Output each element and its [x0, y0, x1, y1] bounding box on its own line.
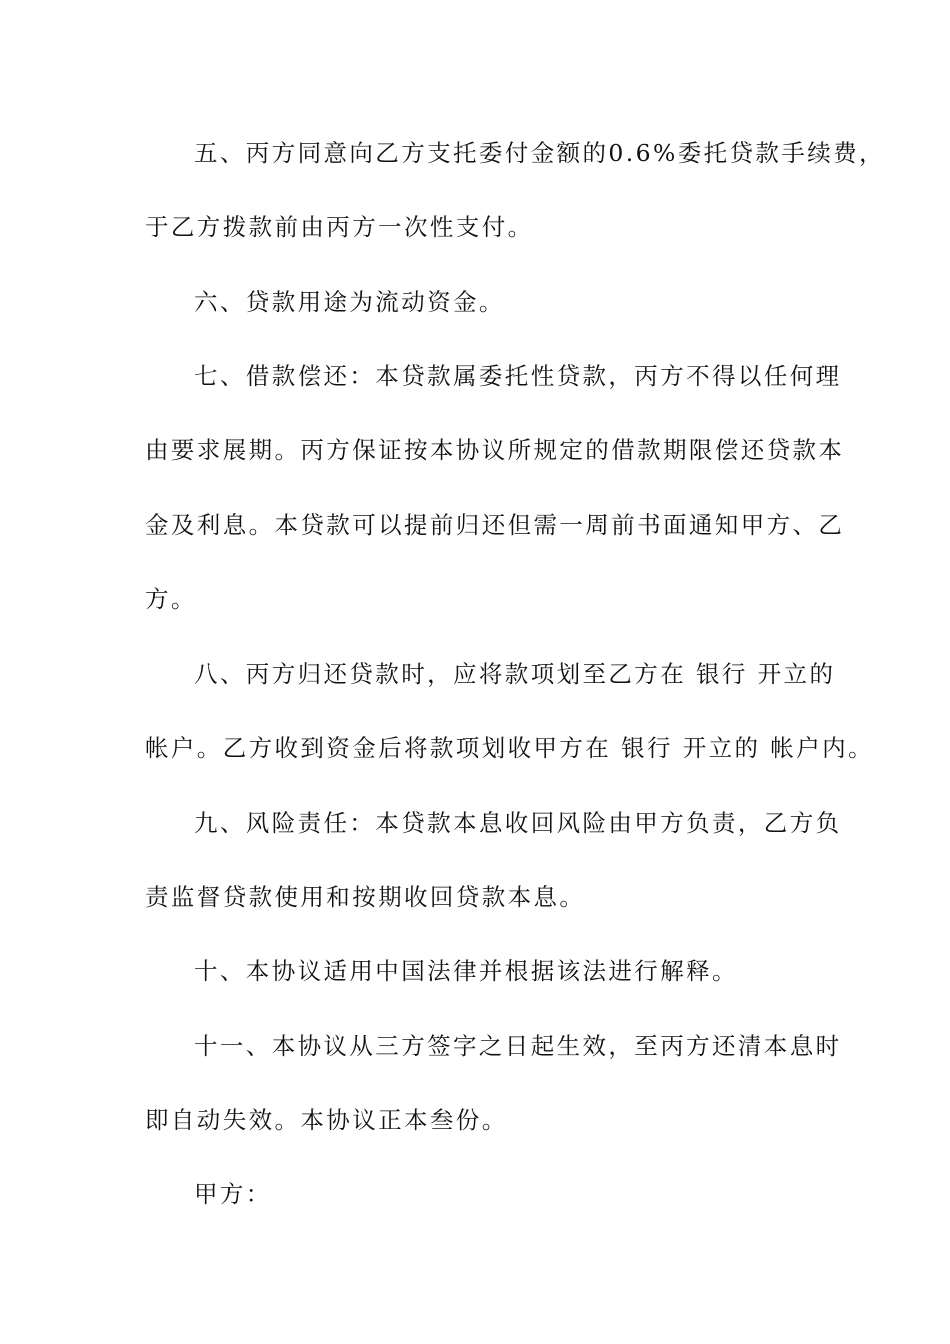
- clause-6-line-1: 六、贷款用途为流动资金。: [194, 288, 505, 316]
- clause-8-line-1: 八、丙方归还贷款时，应将款项划至乙方在 银行 开立的: [194, 660, 836, 688]
- clause-9-line-1: 九、风险责任：本贷款本息收回风险由甲方负责，乙方负: [194, 809, 842, 837]
- clause-7-line-4: 方。: [145, 585, 197, 613]
- clause-11-line-1: 十一、本协议从三方签字之日起生效，至丙方还清本息时: [194, 1032, 842, 1060]
- party-a-label: 甲方：: [194, 1180, 272, 1208]
- clause-7-line-3: 金及利息。本贷款可以提前归还但需一周前书面通知甲方、乙: [145, 511, 845, 539]
- clause-10-line-1: 十、本协议适用中国法律并根据该法进行解释。: [194, 957, 738, 985]
- clause-7-line-2: 由要求展期。丙方保证按本协议所规定的借款期限偿还贷款本: [145, 436, 845, 464]
- clause-11-line-2: 即自动失效。本协议正本叁份。: [145, 1106, 508, 1134]
- clause-8-line-2: 帐户。乙方收到资金后将款项划收甲方在 银行 开立的 帐户内。: [145, 734, 874, 762]
- clause-5-line-1: 五、丙方同意向乙方支托委付金额的0.6%委托贷款手续费，: [194, 139, 885, 167]
- clause-9-line-2: 责监督贷款使用和按期收回贷款本息。: [145, 883, 586, 911]
- clause-5-line-2: 于乙方拨款前由丙方一次性支付。: [145, 213, 534, 241]
- clause-7-line-1: 七、借款偿还：本贷款属委托性贷款，丙方不得以任何理: [194, 362, 842, 390]
